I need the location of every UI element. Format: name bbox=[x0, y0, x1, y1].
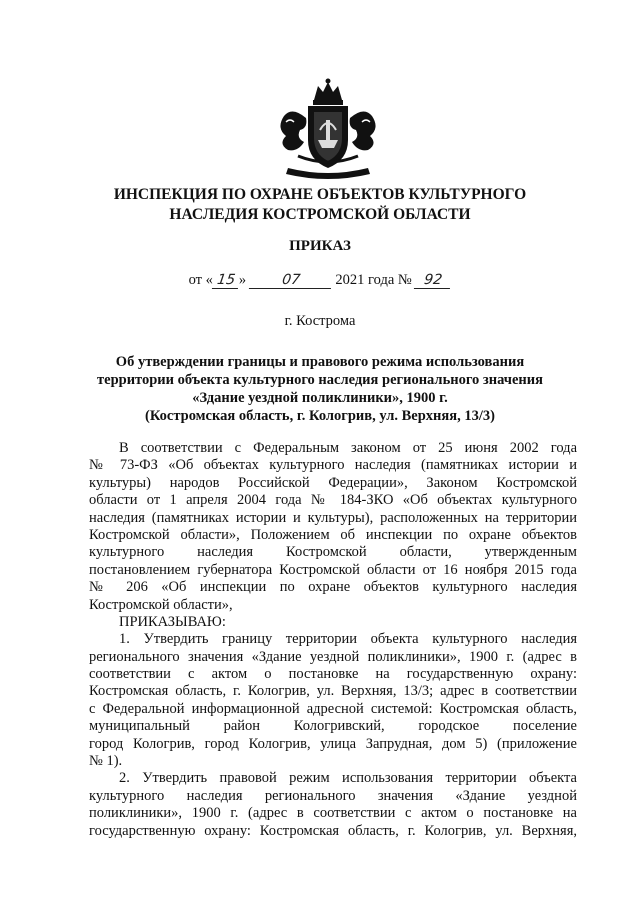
title-line-2: территории объекта культурного наследия регионального значения bbox=[97, 372, 543, 388]
document-title bbox=[70, 353, 570, 425]
body-word: «Здание bbox=[455, 787, 506, 804]
date-day-handwritten: 15 bbox=[212, 273, 240, 289]
title-line-3: «Здание уездной поликлиники», 1900 г. bbox=[192, 390, 448, 406]
body-line: постановлением губернатора Костромской области от 16 ноября 2015 года bbox=[89, 561, 577, 578]
date-number-line bbox=[0, 272, 640, 289]
body-line: регионального значения «Здание уездной поликлиники», 1900 г. (адрес в bbox=[89, 648, 577, 665]
body-line: Костромской области», bbox=[89, 596, 233, 613]
body-line: поликлиники», 1900 г. (адрес в соответствии с актом о постановке на bbox=[89, 805, 577, 822]
body-line: области от 1 апреля 2004 года № 184-ЗКО «Об объектах культурного bbox=[89, 492, 577, 509]
body-word: городское bbox=[418, 718, 480, 735]
body-line bbox=[89, 718, 577, 735]
body-word: уездной bbox=[527, 787, 577, 804]
document-body bbox=[89, 440, 577, 840]
body-word: поселение bbox=[512, 718, 577, 735]
order-word: ПРИКАЗЫВАЮ: bbox=[119, 613, 226, 630]
body-line: В соответствии с Федеральным законом от 25 июня 2002 года bbox=[119, 440, 577, 456]
body-word: утвержденным bbox=[484, 544, 577, 561]
body-word: области, bbox=[399, 544, 452, 561]
body-word: наследия bbox=[186, 787, 243, 804]
date-mid: » bbox=[238, 272, 247, 288]
title-line-1: Об утверждении границы и правового режима использования bbox=[115, 354, 525, 370]
body-word: культурного bbox=[89, 787, 165, 804]
body-word: муниципальный bbox=[89, 718, 190, 735]
body-word: Костромской bbox=[286, 544, 367, 561]
document-type: ПРИКАЗ bbox=[289, 238, 351, 254]
body-line: 1. Утвердить границу территории объекта культурного наследия bbox=[119, 631, 577, 648]
org-line-1: ИНСПЕКЦИЯ ПО ОХРАНЕ ОБЪЕКТОВ КУЛЬТУРНОГО bbox=[113, 186, 527, 203]
title-line-4: (Костромская область, г. Кологрив, ул. Верхняя, 13/3) bbox=[145, 408, 495, 424]
body-word: наследия bbox=[197, 544, 254, 561]
body-word: Кологривский, bbox=[293, 718, 385, 735]
date-prefix: от « bbox=[188, 272, 213, 288]
body-line: с Федеральной информационной адресной системой: Костромская область, bbox=[89, 700, 577, 717]
body-line: 2. Утвердить правовой режим использования территории объекта bbox=[119, 770, 577, 787]
date-month-handwritten: 07 bbox=[249, 273, 333, 289]
body-line: № 73-ФЗ «Об объектах культурного наследия (памятниках истории и bbox=[89, 457, 577, 474]
body-word: культурного bbox=[89, 544, 165, 561]
body-line: Костромской области», Положением об инспекции по охране объектов bbox=[89, 526, 577, 543]
body-line: № 1). bbox=[89, 753, 123, 770]
body-line: наследия (памятниках истории и культуры), расположенных на территории bbox=[89, 509, 577, 526]
body-word: регионального bbox=[264, 787, 356, 804]
body-line bbox=[89, 788, 577, 805]
body-line: государственную охрану: Костромская область, г. Кологрив, ул. Верхняя, bbox=[89, 822, 577, 839]
body-line bbox=[89, 544, 577, 561]
body-line: Костромская область, г. Кологрив, ул. Верхняя, 13/3; адрес в соответствии bbox=[89, 683, 577, 700]
date-year-text: 2021 года № bbox=[335, 272, 412, 288]
city: г. Кострома bbox=[284, 313, 356, 329]
org-line-2: НАСЛЕДИЯ КОСТРОМСКОЙ ОБЛАСТИ bbox=[169, 206, 471, 223]
body-line: город Кологрив, город Кологрив, улица Запрудная, дом 5) (приложение bbox=[89, 735, 577, 752]
order-number-handwritten: 92 bbox=[414, 273, 452, 289]
organization-name bbox=[60, 185, 580, 225]
coat-of-arms-emblem bbox=[270, 78, 386, 182]
body-line: соответствии с актом о постановке на государственную охрану: bbox=[89, 666, 577, 683]
body-word: район bbox=[223, 718, 261, 735]
body-line: культуры) народов Российской Федерации», Законом Костромской bbox=[89, 474, 577, 491]
body-word: значения bbox=[377, 787, 434, 804]
body-line: № 206 «Об инспекции по охране объектов культурного наследия bbox=[89, 579, 577, 596]
